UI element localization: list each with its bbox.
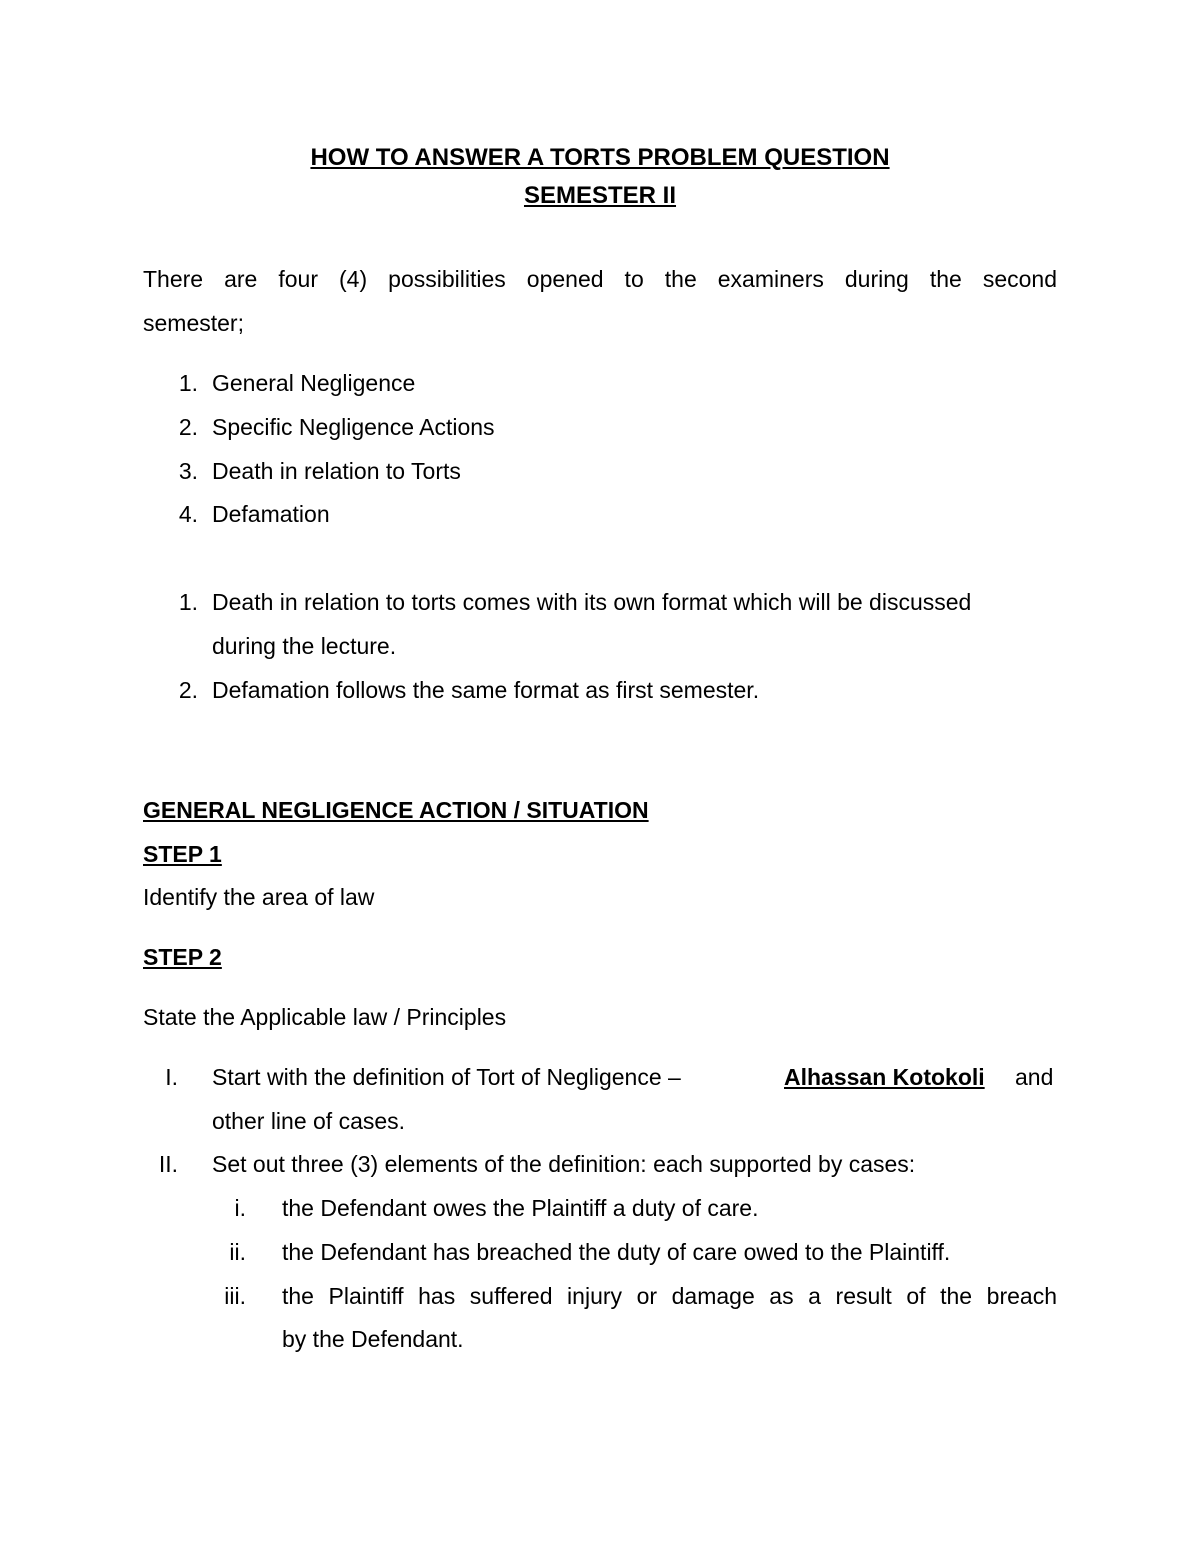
section-heading: GENERAL NEGLIGENCE ACTION / SITUATION xyxy=(143,797,649,823)
note-text-line-2: during the lecture. xyxy=(212,633,397,659)
document-subtitle: SEMESTER II xyxy=(523,182,677,209)
case-name: Alhassan Kotokoli xyxy=(784,1064,985,1090)
step-1-text: Identify the area of law xyxy=(143,884,375,910)
principle-text: Set out three (3) elements of the definition: each supported by cases: xyxy=(212,1151,916,1177)
element-number: i. xyxy=(234,1195,246,1221)
possibility-item: Specific Negligence Actions xyxy=(212,414,495,440)
intro-line-1: There are four (4) possibilities opened to the examiners during the second xyxy=(143,266,1057,292)
possibility-number: 1. xyxy=(178,370,198,396)
possibility-number: 3. xyxy=(178,458,198,484)
note-number: 1. xyxy=(178,589,198,615)
step-2-label: STEP 2 xyxy=(143,944,222,970)
note-number: 2. xyxy=(178,677,198,703)
principle-number: I. xyxy=(165,1064,178,1090)
possibility-item: General Negligence xyxy=(212,370,416,396)
principle-text: Start with the definition of Tort of Negligence – xyxy=(212,1064,681,1090)
element-text: the Plaintiff has suffered injury or damage as a result of the breach xyxy=(282,1283,1057,1309)
element-number: iii. xyxy=(224,1283,246,1309)
step-2-text: State the Applicable law / Principles xyxy=(143,1004,507,1030)
step-1-label: STEP 1 xyxy=(143,841,222,867)
element-text: the Defendant owes the Plaintiff a duty of care. xyxy=(282,1195,759,1221)
principle-text-line-2: other line of cases. xyxy=(212,1108,406,1134)
possibility-item: Death in relation to Torts xyxy=(212,458,461,484)
principle-number: II. xyxy=(158,1151,178,1177)
possibility-item: Defamation xyxy=(212,501,330,527)
document-title: HOW TO ANSWER A TORTS PROBLEM QUESTION xyxy=(310,144,890,171)
note-text-line-1: Death in relation to torts comes with its own format which will be discussed xyxy=(212,589,972,615)
intro-line-2: semester; xyxy=(143,310,244,336)
principle-text-after: and xyxy=(1015,1064,1054,1090)
possibility-number: 4. xyxy=(178,501,198,527)
element-number: ii. xyxy=(229,1239,246,1265)
note-text-line-1: Defamation follows the same format as first semester. xyxy=(212,677,760,703)
element-text: the Defendant has breached the duty of care owed to the Plaintiff. xyxy=(282,1239,951,1265)
element-text-line-2: by the Defendant. xyxy=(282,1326,464,1352)
possibility-number: 2. xyxy=(178,414,198,440)
